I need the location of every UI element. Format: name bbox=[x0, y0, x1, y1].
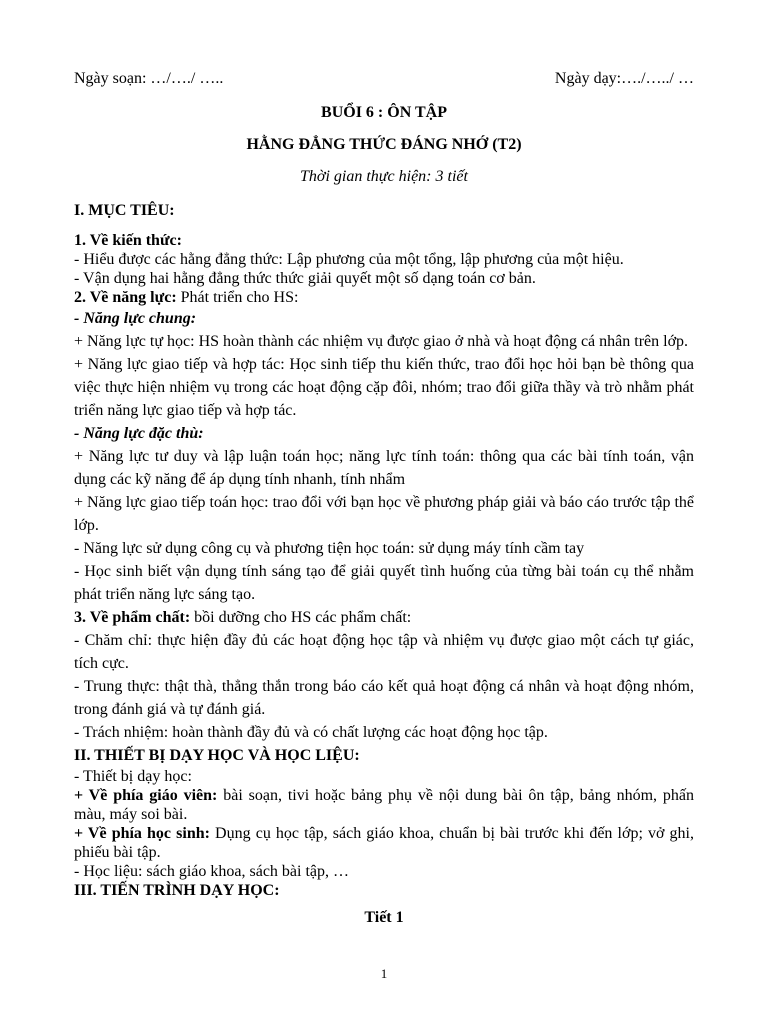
section-3-heading: III. TIẾN TRÌNH DẠY HỌC: bbox=[74, 882, 280, 899]
qualities-heading-line bbox=[74, 606, 694, 629]
qualities-heading: 3. Về phẩm chất: bbox=[74, 609, 191, 626]
knowledge-item-1: - Hiểu được các hằng đẳng thức: Lập phương của một tổng, lập phương của một hiệu. bbox=[74, 251, 624, 268]
general-competence-item-1: + Năng lực tự học: HS hoàn thành các nhiệm vụ được giao ở nhà và hoạt động cá nhân trên lớp. bbox=[74, 333, 689, 350]
specific-competence-item-2: + Năng lực giao tiếp toán học: trao đổi với bạn học về phương pháp giải và báo cáo trước tập thể lớp. bbox=[74, 494, 694, 534]
page-number: 1 bbox=[380, 966, 388, 981]
quality-item-2: - Trung thực: thật thà, thẳng thắn trong báo cáo kết quả hoạt động cá nhân và hoạt động nhóm, trong đánh giá và tự đánh giá. bbox=[74, 678, 694, 718]
section-1-heading: I. MỤC TIÊU: bbox=[74, 202, 175, 219]
duration-text: Thời gian thực hiện: 3 tiết bbox=[300, 168, 468, 185]
learning-materials: - Học liệu: sách giáo khoa, sách bài tập, … bbox=[74, 863, 350, 880]
teacher-text: bài soạn, tivi hoặc bảng phụ về nội dung bài ôn tập, bảng nhóm, phấn màu, máy soi bài. bbox=[74, 787, 694, 823]
general-competence-item-2: + Năng lực giao tiếp và hợp tác: Học sinh tiếp thu kiến thức, trao đổi học hỏi bạn bè thông qua việc thực hiện nhiệm vụ trong các hoạt động cặp đôi, nhóm; trao đổi giữa thầy và trò nhằm phát triển năng lực giao tiếp và hợp tác. bbox=[74, 356, 694, 419]
section-2-heading: II. THIẾT BỊ DẠY HỌC VÀ HỌC LIỆU: bbox=[74, 747, 360, 764]
competence-heading-line bbox=[74, 288, 694, 307]
topic-title: HẰNG ĐẲNG THỨC ĐÁNG NHỚ (T2) bbox=[246, 136, 522, 153]
knowledge-item-2: - Vận dụng hai hằng đẳng thức thức giải quyết một số dạng toán cơ bản. bbox=[74, 270, 536, 287]
specific-competence-item-3: - Năng lực sử dụng công cụ và phương tiện học toán: sử dụng máy tính cầm tay bbox=[74, 540, 585, 557]
specific-competence-item-1: + Năng lực tư duy và lập luận toán học; năng lực tính toán: thông qua các bài tính toán, vận dụng các kỹ năng để áp dụng tính nhanh, tính nhẩm bbox=[74, 448, 694, 488]
equipment-intro: - Thiết bị dạy học: bbox=[74, 768, 192, 785]
teach-date: Ngày dạy:…./…../ … bbox=[554, 70, 694, 87]
date-row bbox=[74, 67, 694, 91]
session-title: BUỔI 6 : ÔN TẬP bbox=[321, 104, 447, 121]
specific-competence-heading: - Năng lực đặc thù: bbox=[74, 425, 204, 442]
teacher-label: + Về phía giáo viên: bbox=[74, 787, 218, 804]
knowledge-heading: 1. Về kiến thức: bbox=[74, 232, 182, 249]
general-competence-heading: - Năng lực chung: bbox=[74, 310, 197, 327]
period-title: Tiết 1 bbox=[364, 909, 404, 926]
student-text: Dụng cụ học tập, sách giáo khoa, chuẩn bị bài trước khi đến lớp; vở ghi, phiếu bài tập. bbox=[74, 825, 695, 861]
document-content bbox=[74, 67, 694, 930]
competence-heading-rest: Phát triển cho HS: bbox=[176, 289, 299, 306]
qualities-heading-rest: bồi dưỡng cho HS các phẩm chất: bbox=[190, 609, 412, 626]
specific-competence-item-4: - Học sinh biết vận dụng tính sáng tạo để giải quyết tình huống của từng bài toán cụ thể nhằm phát triển năng lực sáng tạo. bbox=[74, 563, 694, 603]
prep-date: Ngày soạn: …/…./ ….. bbox=[74, 70, 224, 87]
student-label: + Về phía học sinh: bbox=[74, 825, 210, 842]
teacher-equipment bbox=[74, 786, 694, 824]
competence-heading: 2. Về năng lực: bbox=[74, 289, 177, 306]
quality-item-1: - Chăm chỉ: thực hiện đầy đủ các hoạt động học tập và nhiệm vụ được giao một cách tự giác, tích cực. bbox=[74, 632, 694, 672]
student-equipment bbox=[74, 824, 694, 862]
quality-item-3: - Trách nhiệm: hoàn thành đầy đủ và có chất lượng các hoạt động học tập. bbox=[74, 724, 548, 741]
